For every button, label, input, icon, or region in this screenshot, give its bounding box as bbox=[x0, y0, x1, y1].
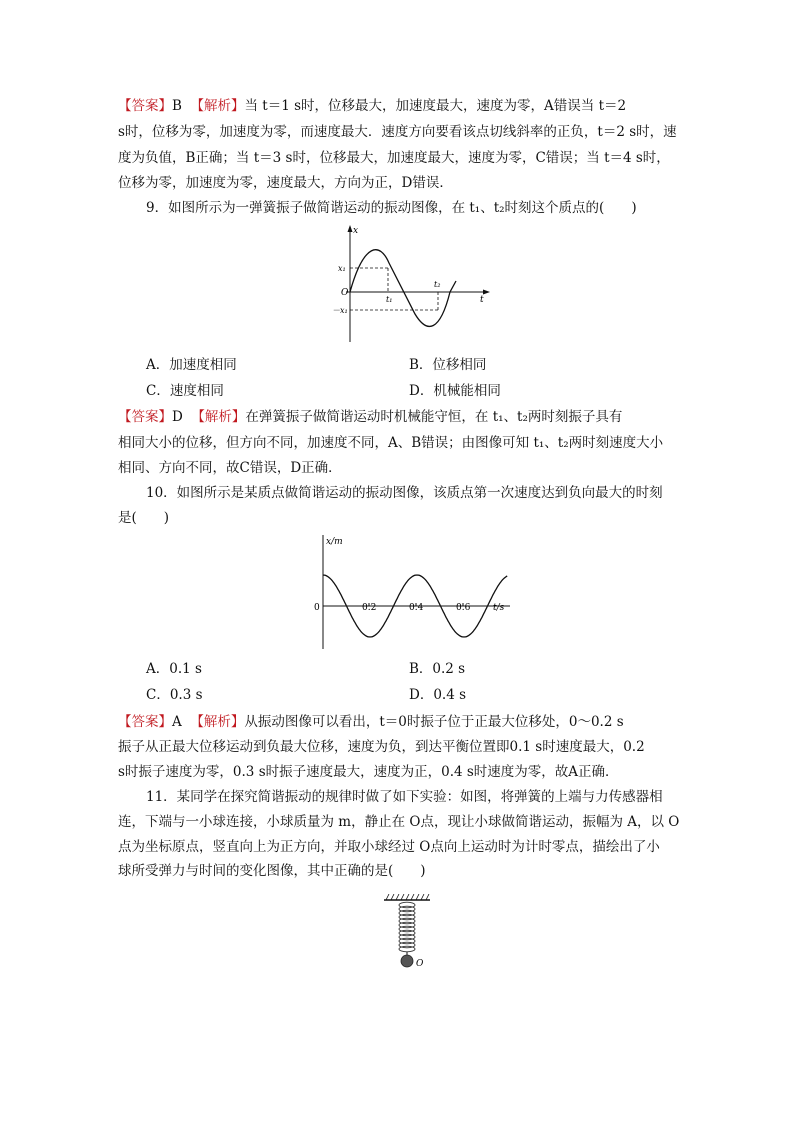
answer-tag: 【答案】 bbox=[118, 98, 172, 114]
answer-letter: B bbox=[172, 98, 182, 114]
q10-option-b: B．0.2 s bbox=[409, 661, 466, 677]
tick-label-0-4: 0.4 bbox=[409, 603, 424, 613]
q10-option-a: A．0.1 s bbox=[146, 661, 202, 677]
explanation-text: 在弹簧振子做简谐运动时机械能守恒，在 t₁、t₂两时刻振子具有 bbox=[245, 409, 623, 425]
q10-option-c: C．0.3 s bbox=[146, 687, 203, 703]
q10-stem-line-2: 是( ) bbox=[118, 510, 170, 526]
axis-label-x: x bbox=[353, 226, 359, 236]
q9-explanation-line-1 bbox=[118, 404, 678, 430]
q9-option-c: C．速度相同 bbox=[146, 383, 224, 399]
axis-label-t: t bbox=[480, 295, 484, 305]
q9-option-a: A．加速度相同 bbox=[146, 357, 237, 373]
q10-explanation-line-2: 振子从正最大位移运动到负最大位移，速度为负，到达平衡位置即0.1 s时速度最大，0.2 bbox=[118, 739, 645, 755]
q9-explanation-line-2: 相同大小的位移，但方向不同，加速度不同，A、B错误；由图像可知 t₁、t₂两时刻速度大小 bbox=[118, 435, 664, 451]
q9-explanation-line-3: 相同、方向不同，故C错误，D正确． bbox=[118, 460, 342, 476]
tick-label-0-6: 0.6 bbox=[456, 603, 471, 613]
q11-stem-line-1: 11．某同学在探究简谐振动的规律时做了如下实验：如图，将弹簧的上端与力传感器相 bbox=[146, 789, 663, 805]
q11-stem-line-3: 点为坐标原点，竖直向上为正方向，并取小球经过 O点向上运动时为计时零点，描绘出了小 bbox=[118, 839, 660, 855]
q8-explanation-line-3: 度为负值，B正确；当 t＝3 s时，位移最大，加速度最大，速度为零，C错误；当 t＝4 s时， bbox=[118, 150, 670, 166]
spring-coil bbox=[399, 902, 415, 952]
t2-label: t₂ bbox=[434, 280, 441, 289]
ball-label: O bbox=[416, 959, 424, 969]
q11-stem-line-4: 球所受弹力与时间的变化图像，其中正确的是( ) bbox=[118, 863, 426, 879]
t1-label: t₁ bbox=[386, 295, 393, 304]
x1-label: x₁ bbox=[338, 264, 346, 273]
q9-vibration-graph bbox=[330, 222, 495, 346]
answer-tag: 【答案】 bbox=[118, 409, 172, 425]
q10-stem-line-1: 10．如图所示是某质点做简谐运动的振动图像，该质点第一次速度达到负向最大的时刻 bbox=[146, 485, 663, 501]
q10-explanation-line-1 bbox=[118, 709, 678, 735]
q9-option-b: B．位移相同 bbox=[409, 357, 487, 373]
origin-label: 0 bbox=[314, 603, 320, 613]
y-axis-arrow bbox=[348, 225, 353, 232]
axis-label-t: t/s bbox=[493, 603, 505, 613]
q10-vibration-graph bbox=[310, 533, 515, 651]
origin-label: O bbox=[341, 288, 349, 298]
q8-explanation-line-2: s时，位移为零，加速度为零，而速度最大．速度方向要看该点切线斜率的正负，t＝2 s时，速 bbox=[118, 124, 677, 140]
ball bbox=[401, 955, 413, 967]
explanation-text: 从振动图像可以看出，t＝0时振子位于正最大位移处，0～0.2 s bbox=[244, 714, 624, 730]
tick-label-0-2: 0.2 bbox=[362, 603, 377, 613]
q10-option-d: D．0.4 s bbox=[409, 687, 467, 703]
neg-x1-label: －x₁ bbox=[332, 306, 348, 315]
analysis-tag: 【解析】 bbox=[191, 409, 246, 425]
analysis-tag: 【解析】 bbox=[190, 714, 245, 730]
q11-spring-diagram bbox=[378, 894, 438, 974]
q9-stem: 9．如图所示为一弹簧振子做简谐运动的振动图像，在 t₁、t₂时刻这个质点的( ) bbox=[146, 200, 637, 216]
axis-label-x: x/m bbox=[326, 537, 343, 547]
q9-option-d: D．机械能相同 bbox=[409, 383, 501, 399]
explanation-text: 当 t＝1 s时，位移最大，加速度最大，速度为零，A错误当 t＝2 bbox=[244, 98, 627, 114]
x-axis-arrow bbox=[483, 290, 490, 295]
answer-tag: 【答案】 bbox=[118, 714, 172, 730]
q8-explanation-line-1 bbox=[118, 93, 678, 119]
q11-stem-line-2: 连，下端与一小球连接，小球质量为 m，静止在 O点，现让小球做简谐运动，振幅为 A，以 O bbox=[118, 814, 680, 830]
answer-letter: A bbox=[172, 714, 182, 730]
answer-letter: D bbox=[172, 409, 183, 425]
q8-explanation-line-4: 位移为零，加速度为零，速度最大，方向为正，D错误． bbox=[118, 175, 453, 191]
analysis-tag: 【解析】 bbox=[190, 98, 245, 114]
q10-explanation-line-3: s时振子速度为零，0.3 s时振子速度最大，速度为正，0.4 s时速度为零，故A正确． bbox=[118, 764, 619, 780]
ceiling-hatch bbox=[386, 894, 429, 900]
